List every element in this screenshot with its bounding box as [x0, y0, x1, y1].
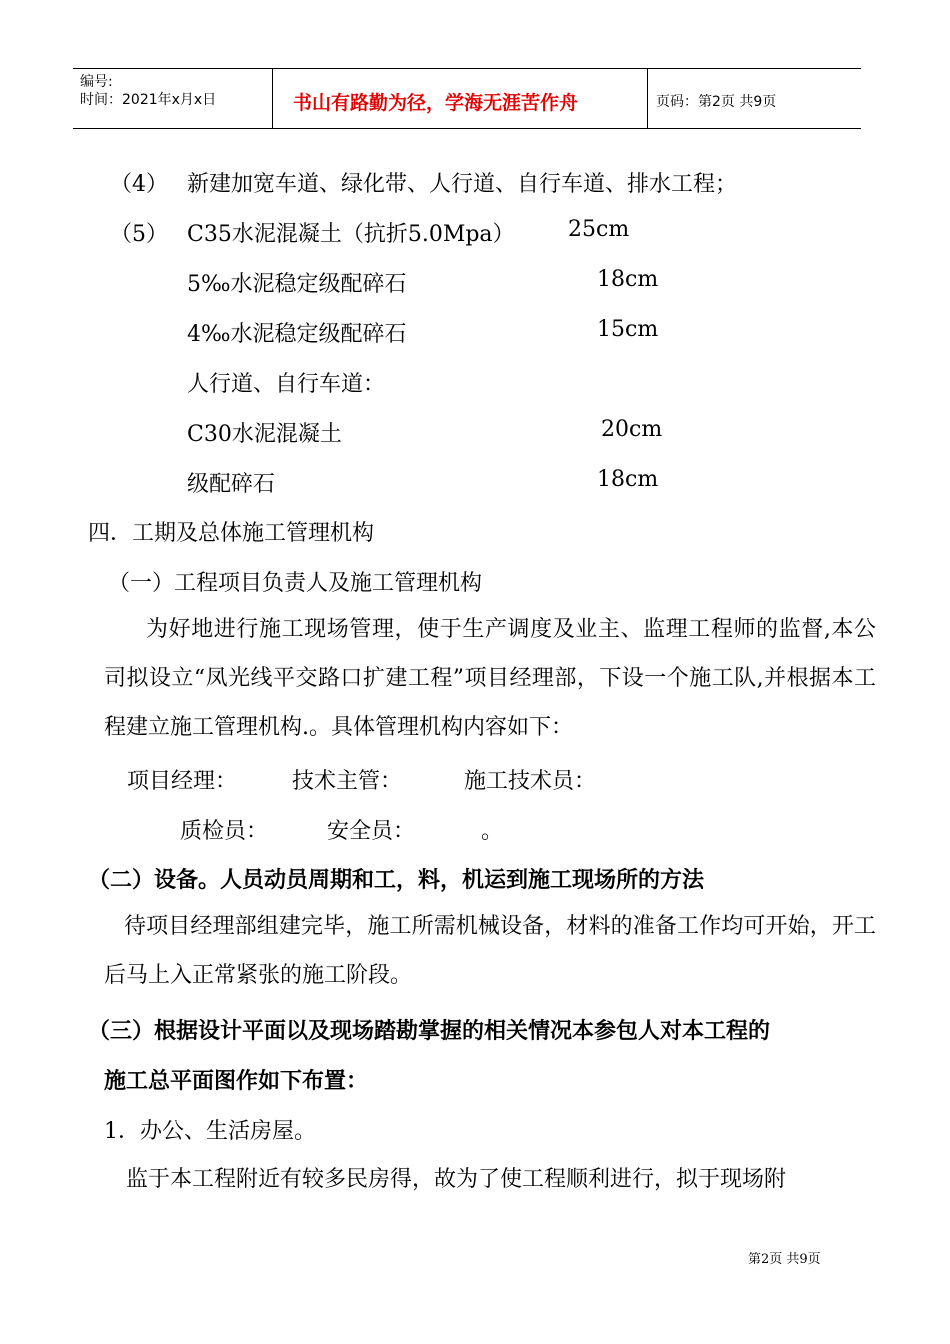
spec-name: 5‰水泥稳定级配碎石 — [187, 272, 407, 297]
footer-page-number: 第2页 共9页 — [748, 1252, 821, 1267]
item-1-paragraph: 监于本工程附近有较多民房得，故为了使工程顺利进行，拟于现场附 — [126, 1167, 787, 1192]
spec-name: 级配碎石 — [187, 472, 276, 497]
item-5-value: 25cm — [568, 217, 630, 242]
role-technician: 施工技术员： — [464, 769, 597, 794]
header-motto: 书山有路勤为径，学海无涯苦作舟 — [293, 92, 579, 114]
header-separator-left — [272, 68, 273, 129]
header-number-label: 编号: — [80, 74, 113, 90]
header-separator-right — [647, 68, 648, 129]
spec-value: 18cm — [597, 267, 659, 292]
subsection-1-paragraph: 为好地进行施工现场管理，使于生产调度及业主、监理工程师的监督,本公司拟设立“凤光线平交路口扩建工程”项目经理部，下设一个施工队,并根据本工程建立施工管理机构.。具体管理机构内容如下： — [104, 617, 876, 740]
item-1-title: 1．办公、生活房屋。 — [104, 1119, 316, 1144]
header-bottom-rule — [73, 128, 861, 129]
spec-value: 15cm — [597, 317, 659, 342]
section-4-title: 四．工期及总体施工管理机构 — [88, 521, 375, 546]
subsection-2-paragraph: 待项目经理部组建完毕，施工所需机械设备，材料的准备工作均可开始，开工后马上入正常紧张的施工阶段。 — [104, 914, 876, 988]
header-top-rule — [73, 68, 861, 69]
header-page-info: 页码：第2页 共9页 — [656, 94, 777, 110]
role-end-mark: 。 — [481, 819, 504, 844]
header-time-label: 时间：2021年x月x日 — [80, 92, 217, 108]
item-5-number: （5） — [110, 222, 168, 247]
role-safety-officer: 安全员： — [327, 819, 416, 844]
spec-name: C30水泥混凝土 — [187, 422, 342, 447]
spec-value: 20cm — [601, 417, 663, 442]
spec-name: 人行道、自行车道： — [187, 372, 386, 397]
subsection-1-title: （一）工程项目负责人及施工管理机构 — [108, 571, 483, 596]
subsection-3-title-line2: 施工总平面图作如下布置： — [104, 1069, 369, 1094]
subsection-3-title-line1: （三）根据设计平面以及现场踏勘掌握的相关情况本参包人对本工程的 — [88, 1019, 771, 1044]
subsection-2-title: （二）设备。人员动员周期和工，料，机运到施工现场所的方法 — [88, 868, 705, 893]
item-4-text: 新建加宽车道、绿化带、人行道、自行车道、排水工程； — [187, 172, 738, 197]
spec-name: 4‰水泥稳定级配碎石 — [187, 322, 407, 347]
role-quality-inspector: 质检员： — [180, 819, 269, 844]
role-technical-lead: 技术主管： — [292, 769, 403, 794]
role-project-manager: 项目经理： — [127, 769, 238, 794]
item-4-number: （4） — [110, 172, 168, 197]
spec-value: 18cm — [597, 467, 659, 492]
item-5-text: C35水泥混凝土（抗折5.0Mpa） — [187, 222, 515, 247]
